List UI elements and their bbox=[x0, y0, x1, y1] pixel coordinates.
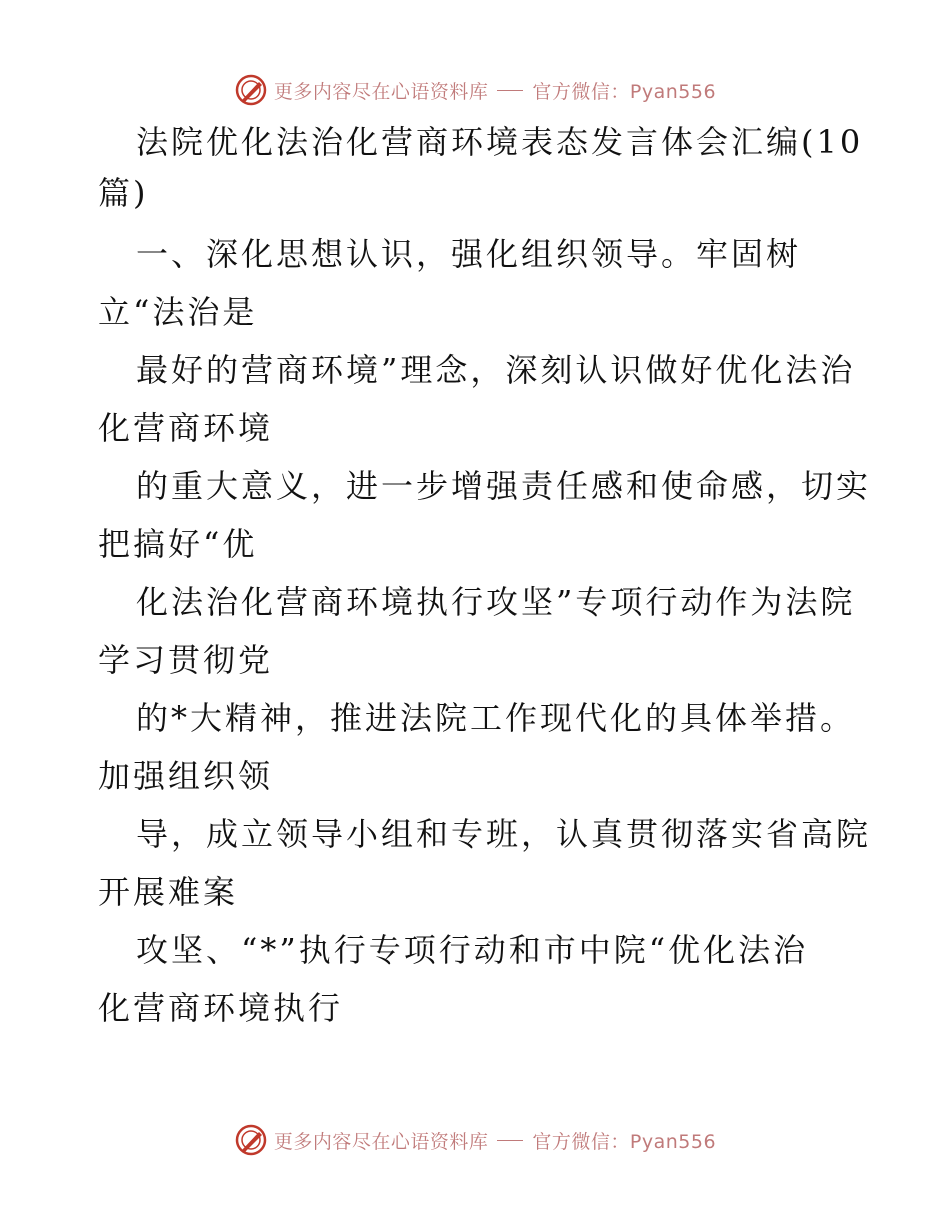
watermark-right-text: 官方微信：Pyan556 bbox=[532, 1130, 717, 1153]
paragraph-line: 的重大意义，进一步增强责任感和使命感，切实 bbox=[136, 467, 872, 505]
pen-logo-icon bbox=[234, 73, 268, 107]
watermark-left-text: 更多内容尽在心语资料库 bbox=[273, 80, 489, 103]
watermark-right-text: 官方微信：Pyan556 bbox=[532, 80, 717, 103]
paragraph-line: 立“法治是 bbox=[98, 293, 258, 331]
header-watermark bbox=[0, 70, 950, 110]
paragraph-line: 学习贯彻党 bbox=[98, 641, 274, 679]
paragraph-line: 化营商环境执行 bbox=[98, 989, 344, 1027]
paragraph-line: 化法治化营商环境执行攻坚”专项行动作为法院 bbox=[136, 583, 856, 621]
watermark-left-text: 更多内容尽在心语资料库 bbox=[273, 1130, 489, 1153]
paragraph-line: 把搞好“优 bbox=[98, 525, 258, 563]
watermark-separator bbox=[497, 90, 523, 91]
paragraph-line: 攻坚、“*”执行专项行动和市中院“优化法治 bbox=[136, 931, 809, 969]
document-title-line-2: 篇) bbox=[98, 174, 149, 212]
paragraph-line: 开展难案 bbox=[98, 873, 239, 911]
paragraph-line: 加强组织领 bbox=[98, 757, 274, 795]
paragraph-line: 化营商环境 bbox=[98, 409, 274, 447]
paragraph-line: 的*大精神，推进法院工作现代化的具体举措。 bbox=[136, 699, 856, 737]
paragraph-line: 最好的营商环境”理念，深刻认识做好优化法治 bbox=[136, 351, 856, 389]
watermark-separator bbox=[497, 1140, 523, 1141]
paragraph-line: 导，成立领导小组和专班，认真贯彻落实省高院 bbox=[136, 815, 872, 853]
document-body bbox=[98, 120, 872, 1037]
paragraph-line: 一、深化思想认识，强化组织领导。牢固树 bbox=[136, 235, 802, 273]
pen-logo-icon bbox=[234, 1123, 268, 1157]
document-title-line-1: 法院优化法治化营商环境表态发言体会汇编(10 bbox=[136, 123, 864, 161]
footer-watermark bbox=[0, 1120, 950, 1160]
